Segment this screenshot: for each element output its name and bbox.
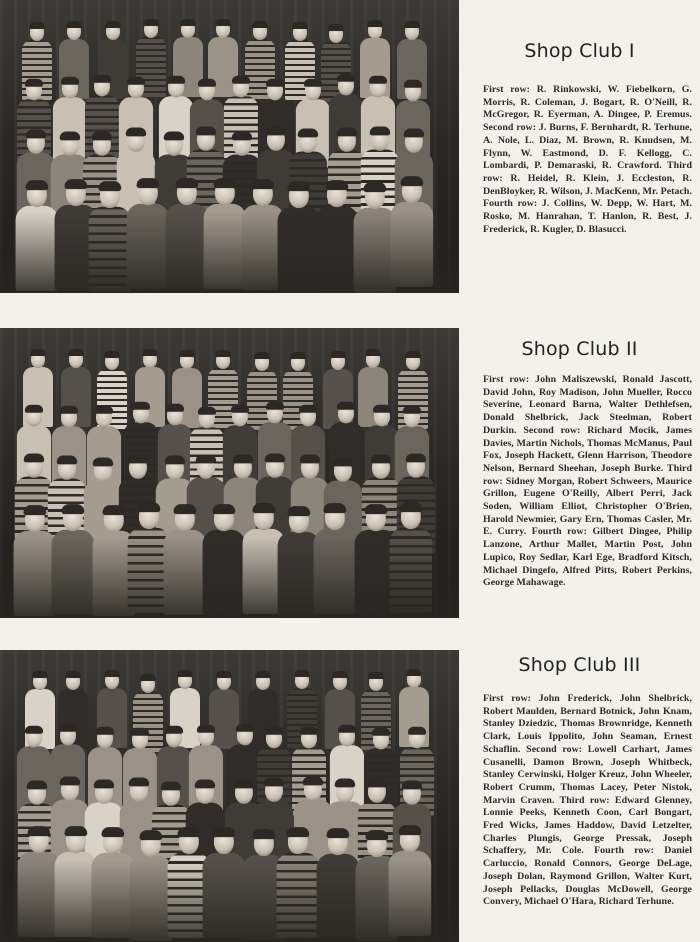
hair-shape <box>337 74 355 82</box>
hair-shape <box>195 779 215 788</box>
hair-shape <box>266 402 284 410</box>
hair-shape <box>138 502 161 512</box>
hair-shape <box>24 505 47 515</box>
hair-shape <box>406 669 422 676</box>
shirt-shape <box>355 530 398 615</box>
hair-shape <box>195 455 215 464</box>
hair-shape <box>140 830 163 840</box>
group-photo-shop-club-1 <box>0 0 459 293</box>
hair-shape <box>215 19 231 26</box>
shirt-shape <box>52 530 95 615</box>
hair-shape <box>105 21 121 28</box>
club-caption: First row: John Maliszewski, Ronald Jascott, David John, Roy Madison, John Mueller, Rocco Severine, Leonard Barna, Walter Dethlefsen, Donald Shelbrick, Jack Steelman, Robert Durkin. Second row: Richard Mocik, James Davies, Martin Nichols, Thomas McManus, Paul Fox, Joseph Hackett, Glenn Harrison, Theodore Nelson, Bernard Sheehan, Joseph Burke. Third row: Sidney Morgan, Robert Schweers, Maurice Grillon, Eugene O'Reilly, Albert Perri, Jack Soden, William Elliot, Christopher O'Brien, Harold Newmier, Gary Ern, Thomas Casler, Mr. E. Curry. Fourth row: Gilbert Dingee, Philip Lanzone, Arthur Mallet, Martin Post, John Lupico, Roy Sedlar, Karl Ege, Bradford Kitsch, Michael Dingefo, Alfred Pitts, Robert Perkins, George Mahawage. <box>483 374 692 589</box>
shirt-shape <box>127 203 170 288</box>
hair-shape <box>304 79 322 87</box>
hair-shape <box>196 127 216 136</box>
hair-shape <box>328 24 344 31</box>
hair-shape <box>140 674 156 681</box>
hair-shape <box>266 127 286 136</box>
club-members <box>0 650 459 942</box>
shirt-shape <box>166 204 209 289</box>
hair-shape <box>26 129 46 138</box>
hair-shape <box>213 504 236 514</box>
hair-shape <box>180 19 196 26</box>
shirt-shape <box>92 853 135 938</box>
hair-shape <box>371 454 391 463</box>
hair-shape <box>104 351 120 358</box>
hair-shape <box>126 127 146 136</box>
hair-shape <box>29 22 45 29</box>
hair-shape <box>178 827 201 837</box>
hair-shape <box>214 178 237 188</box>
club-caption: First row: John Frederick, John Shelbrick, Robert Maulden, Bernard Botnick, John Knam, Stanley Dziedzic, Thomas Brownridge, Kenneth Clark, Louis Ippolito, John Seaman, Ernest Schaflin. Second row: Lowell Carhart, James Cusanelli, Damon Brown, Joseph Whitbeck, Stanley Cerwinski, Holger Kreuz, John Wheeler, Robert Crumm, Thomas Lacey, Peter Nistok, Marvin Craven. Third row: Edward Glenney, Lonnie Peeks, Kenneth Coon, Carl Bongart, Fred Wicks, James Haddow, David Letzelter, Charles Plungis, George Pressak, Joseph Schaffery, Mr. Cole. Fourth row: Daniel Carluccio, Ronald Connors, George DeLage, Joseph Dolan, Raymond Grillon, Walter Kurt, Joseph Pellacks, Douglas McDowell, George Convery, Michael O'Hara, Richard Terhune. <box>483 693 692 908</box>
hair-shape <box>95 406 113 414</box>
club-members <box>0 328 459 618</box>
hair-shape <box>232 75 250 83</box>
hair-shape <box>327 829 350 839</box>
hair-shape <box>59 131 79 140</box>
hair-shape <box>142 349 158 356</box>
hair-shape <box>252 21 268 28</box>
hair-shape <box>165 455 185 464</box>
shirt-shape <box>314 528 357 613</box>
hair-shape <box>132 401 150 409</box>
shirt-shape <box>55 852 98 937</box>
club-caption: First row: R. Rinkowski, W. Fiebelkorn, G. Morris, R. Coleman, J. Bogart, R. O'Neill, R. McGregor, R. Eyerman, A. Dingee, P. Eremus. Second row: J. Burns, F. Bernhardt, R. Terhune, A. Nole, L. Diaz, M. Brown, R. Knudsen, M. Flynn, W. Eastmond, D. F. Kellogg, C. Lombardi, P. Demaraski, R. Crawford. Third row: R. Heidel, R. Klein, J. Eccleston, R. DenBloyker, R. Wilson, J. MacKenn, Mr. Petach. Fourth row: J. Collins, W. Depp, W. Hart, M. Rosko, M. Hanrahan, T. Hanlon, R. Best, J. Frederick, R. Kugler, D. Blasucci. <box>483 84 692 235</box>
hair-shape <box>93 75 111 83</box>
shirt-shape <box>130 855 173 940</box>
shirt-shape <box>18 852 61 937</box>
shirt-shape <box>89 207 132 292</box>
shirt-shape <box>14 530 57 615</box>
shirt-shape <box>93 531 136 616</box>
hair-shape <box>174 504 197 514</box>
hair-shape <box>364 182 387 192</box>
hair-shape <box>300 454 320 463</box>
hair-shape <box>197 724 215 732</box>
hair-shape <box>25 726 43 734</box>
hair-shape <box>198 407 216 415</box>
hair-shape <box>367 778 387 787</box>
shirt-shape <box>203 530 246 615</box>
hair-shape <box>266 78 284 86</box>
hair-shape <box>216 671 232 678</box>
shirt-shape <box>242 204 285 289</box>
hair-shape <box>288 182 311 192</box>
hair-shape <box>337 402 355 410</box>
hair-shape <box>60 405 78 413</box>
hair-shape <box>369 76 387 84</box>
club-title: Shop Club I <box>524 40 635 62</box>
hair-shape <box>236 724 254 732</box>
shirt-shape <box>243 855 286 940</box>
group-photo-shop-club-2 <box>0 328 459 618</box>
hair-shape <box>253 830 276 840</box>
shirt-shape <box>277 853 320 938</box>
hair-shape <box>373 404 391 412</box>
shirt-shape <box>278 531 321 616</box>
hair-shape <box>292 22 308 29</box>
shirt-shape <box>16 206 59 291</box>
hair-shape <box>59 724 77 732</box>
hair-shape <box>68 349 84 356</box>
hair-shape <box>287 827 310 837</box>
hair-shape <box>57 456 77 465</box>
hair-shape <box>265 454 285 463</box>
hair-shape <box>232 131 252 140</box>
hair-shape <box>32 671 48 678</box>
hair-shape <box>264 777 284 786</box>
hair-shape <box>330 351 346 358</box>
hair-shape <box>179 350 195 357</box>
hair-shape <box>338 725 356 733</box>
hair-shape <box>367 20 383 27</box>
hair-shape <box>365 349 381 356</box>
hair-shape <box>302 776 322 785</box>
hair-shape <box>60 776 80 785</box>
hair-shape <box>404 129 424 138</box>
hair-shape <box>335 778 355 787</box>
hair-shape <box>25 405 43 413</box>
hair-shape <box>400 502 423 512</box>
hair-shape <box>404 21 420 28</box>
shirt-shape <box>391 202 434 287</box>
hair-shape <box>299 405 317 413</box>
hair-shape <box>127 76 145 84</box>
hair-shape <box>66 21 82 28</box>
hair-shape <box>402 780 422 789</box>
hair-shape <box>406 454 426 463</box>
hair-shape <box>166 403 184 411</box>
hair-shape <box>255 671 271 678</box>
shirt-shape <box>389 851 432 936</box>
shirt-shape <box>243 528 286 613</box>
hair-shape <box>65 180 88 190</box>
hair-shape <box>366 830 389 840</box>
hair-shape <box>401 176 424 186</box>
hair-shape <box>128 454 148 463</box>
hair-shape <box>365 504 388 514</box>
hair-shape <box>372 728 390 736</box>
hair-shape <box>215 350 231 357</box>
hair-shape <box>176 178 199 188</box>
hair-shape <box>93 779 113 788</box>
hair-shape <box>161 782 181 791</box>
shirt-shape <box>278 207 321 292</box>
hair-shape <box>131 728 149 736</box>
hair-shape <box>213 827 236 837</box>
hair-shape <box>399 825 422 835</box>
hair-shape <box>96 727 114 735</box>
hair-shape <box>27 780 47 789</box>
shirt-shape <box>168 852 211 937</box>
hair-shape <box>177 670 193 677</box>
hair-shape <box>254 352 270 359</box>
hair-shape <box>103 505 126 515</box>
hair-shape <box>65 826 88 836</box>
hair-shape <box>198 79 216 87</box>
hair-shape <box>231 405 249 413</box>
hair-shape <box>30 349 46 356</box>
hair-shape <box>368 672 384 679</box>
hair-shape <box>99 181 122 191</box>
hair-shape <box>300 727 318 735</box>
shirt-shape <box>203 853 246 938</box>
hair-shape <box>290 352 306 359</box>
shirt-shape <box>356 855 399 940</box>
shirt-shape <box>164 529 207 614</box>
hair-shape <box>403 405 421 413</box>
club-title: Shop Club II <box>521 338 638 360</box>
hair-shape <box>129 778 149 787</box>
shirt-shape <box>128 528 171 613</box>
hair-shape <box>298 128 318 137</box>
hair-shape <box>234 780 254 789</box>
group-photo-shop-club-3 <box>0 650 459 942</box>
hair-shape <box>405 351 421 358</box>
hair-shape <box>265 726 283 734</box>
hair-shape <box>337 127 357 136</box>
hair-shape <box>25 180 48 190</box>
hair-shape <box>404 80 422 88</box>
hair-shape <box>407 726 425 734</box>
hair-shape <box>165 726 183 734</box>
hair-shape <box>333 458 353 467</box>
hair-shape <box>62 504 85 514</box>
shirt-shape <box>204 204 247 289</box>
hair-shape <box>25 79 43 87</box>
hair-shape <box>104 670 120 677</box>
hair-shape <box>167 76 185 84</box>
shirt-shape <box>390 528 433 613</box>
hair-shape <box>233 454 253 463</box>
hair-shape <box>332 671 348 678</box>
hair-shape <box>23 454 43 463</box>
shirt-shape <box>317 854 360 939</box>
club-title: Shop Club III <box>518 654 641 676</box>
hair-shape <box>253 503 276 513</box>
hair-shape <box>93 457 113 466</box>
hair-shape <box>102 827 125 837</box>
club-members <box>0 0 459 293</box>
hair-shape <box>294 670 310 677</box>
hair-shape <box>92 131 112 140</box>
shirt-shape <box>354 207 397 292</box>
shirt-shape <box>55 205 98 290</box>
hair-shape <box>61 76 79 84</box>
hair-shape <box>65 671 81 678</box>
hair-shape <box>252 179 275 189</box>
hair-shape <box>370 127 390 136</box>
hair-shape <box>143 19 159 26</box>
hair-shape <box>137 178 160 188</box>
hair-shape <box>164 131 184 140</box>
hair-shape <box>28 827 51 837</box>
shirt-shape <box>316 206 359 291</box>
hair-shape <box>324 503 347 513</box>
hair-shape <box>326 180 349 190</box>
hair-shape <box>288 506 311 516</box>
